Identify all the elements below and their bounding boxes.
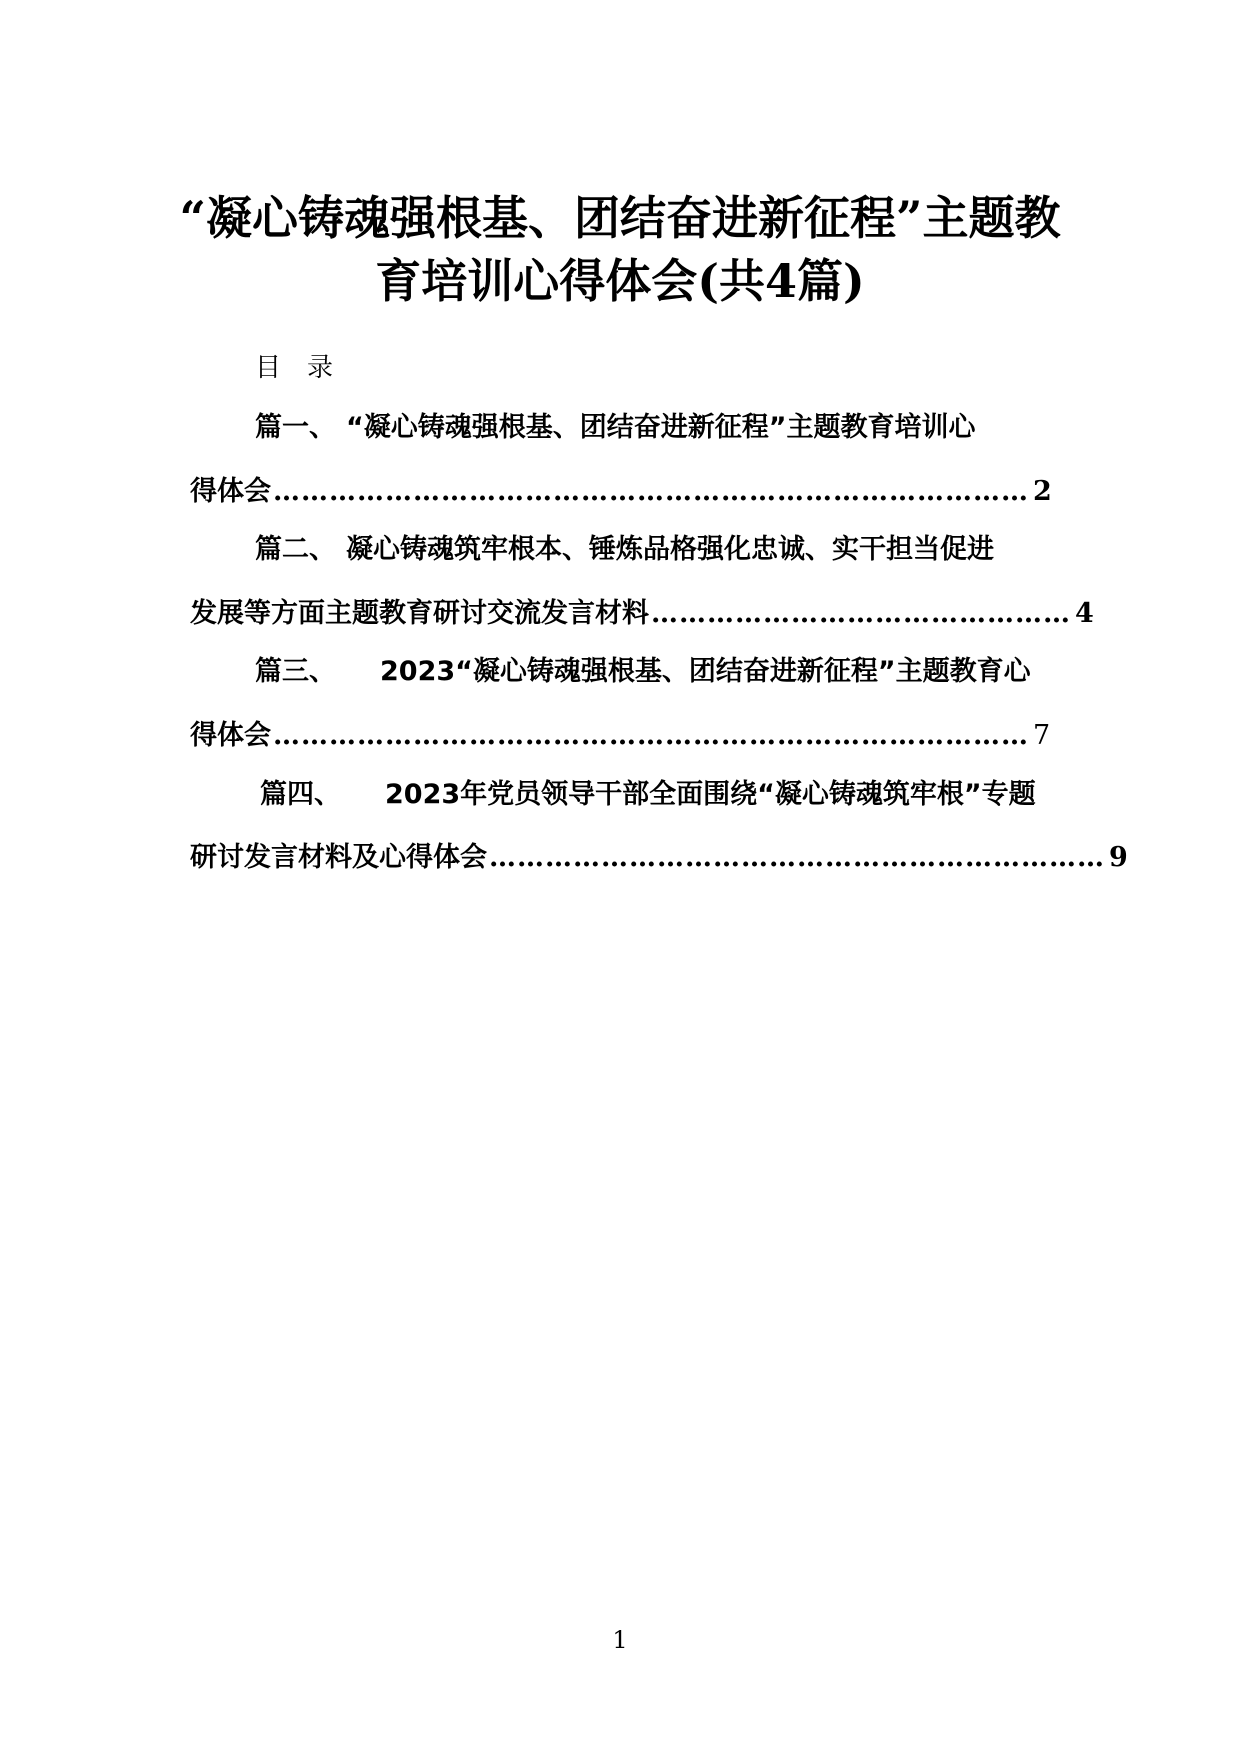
toc-entry-1-prefix: 篇一、 <box>255 412 336 443</box>
toc-entry-4-line-2[interactable] <box>190 838 1128 878</box>
toc-entry-2-leader-dots: ……………………………………… <box>651 598 1071 629</box>
footer-page-number: 1 <box>612 1626 628 1654</box>
toc-entry-3-line-2[interactable] <box>190 716 1050 756</box>
toc-entry-4-page-number: 9 <box>1109 842 1128 873</box>
toc-entry-1-title-start: “凝心铸魂强根基、团结奋进新征程”主题教育培训心 <box>346 412 976 443</box>
toc-entry-4-leader-dots: ………………………………………………………… <box>489 842 1105 873</box>
document-title-line-1: “凝心铸魂强根基、团结奋进新征程”主题教 <box>179 191 1061 245</box>
toc-entry-2-page-number: 4 <box>1075 598 1094 629</box>
toc-entry-2-line-1[interactable] <box>255 530 994 570</box>
toc-entry-3-title-end: 得体会 <box>190 720 271 751</box>
document-title-line-2: 育培训心得体会(共4篇) <box>375 254 865 308</box>
toc-entry-1-line-2[interactable] <box>190 472 1050 512</box>
toc-entry-4-title-end: 研讨发言材料及心得体会 <box>190 842 487 873</box>
toc-heading: 目录 <box>255 353 360 383</box>
toc-entry-1-page-number: 2 <box>1033 476 1052 507</box>
toc-entry-1-title-end: 得体会 <box>190 476 271 507</box>
toc-entry-2-prefix: 篇二、 <box>255 534 336 565</box>
toc-entry-3-title-start: 2023“凝心铸魂强根基、团结奋进新征程”主题教育心 <box>380 656 1031 687</box>
toc-entry-3-prefix: 篇三、 <box>255 656 336 687</box>
toc-entry-4-line-1[interactable] <box>260 775 1036 815</box>
toc-entry-3-leader-dots: ……………………………………………………………………… <box>273 720 1029 751</box>
toc-entry-3-page-number: 7 <box>1033 720 1051 751</box>
toc-entry-2-line-2[interactable] <box>190 594 1094 634</box>
toc-entry-4-prefix: 篇四、 <box>260 779 341 810</box>
toc-entry-4-title-start: 2023年党员领导干部全面围绕“凝心铸魂筑牢根”专题 <box>385 779 1036 810</box>
toc-entry-2-title-start: 凝心铸魂筑牢根本、锤炼品格强化忠诚、实干担当促进 <box>346 534 994 565</box>
toc-entry-1-line-1[interactable] <box>255 408 976 448</box>
toc-entry-1-leader-dots: ……………………………………………………………………… <box>273 476 1029 507</box>
toc-entry-3-line-1[interactable] <box>255 652 1031 692</box>
toc-entry-2-title-end: 发展等方面主题教育研讨交流发言材料 <box>190 598 649 629</box>
